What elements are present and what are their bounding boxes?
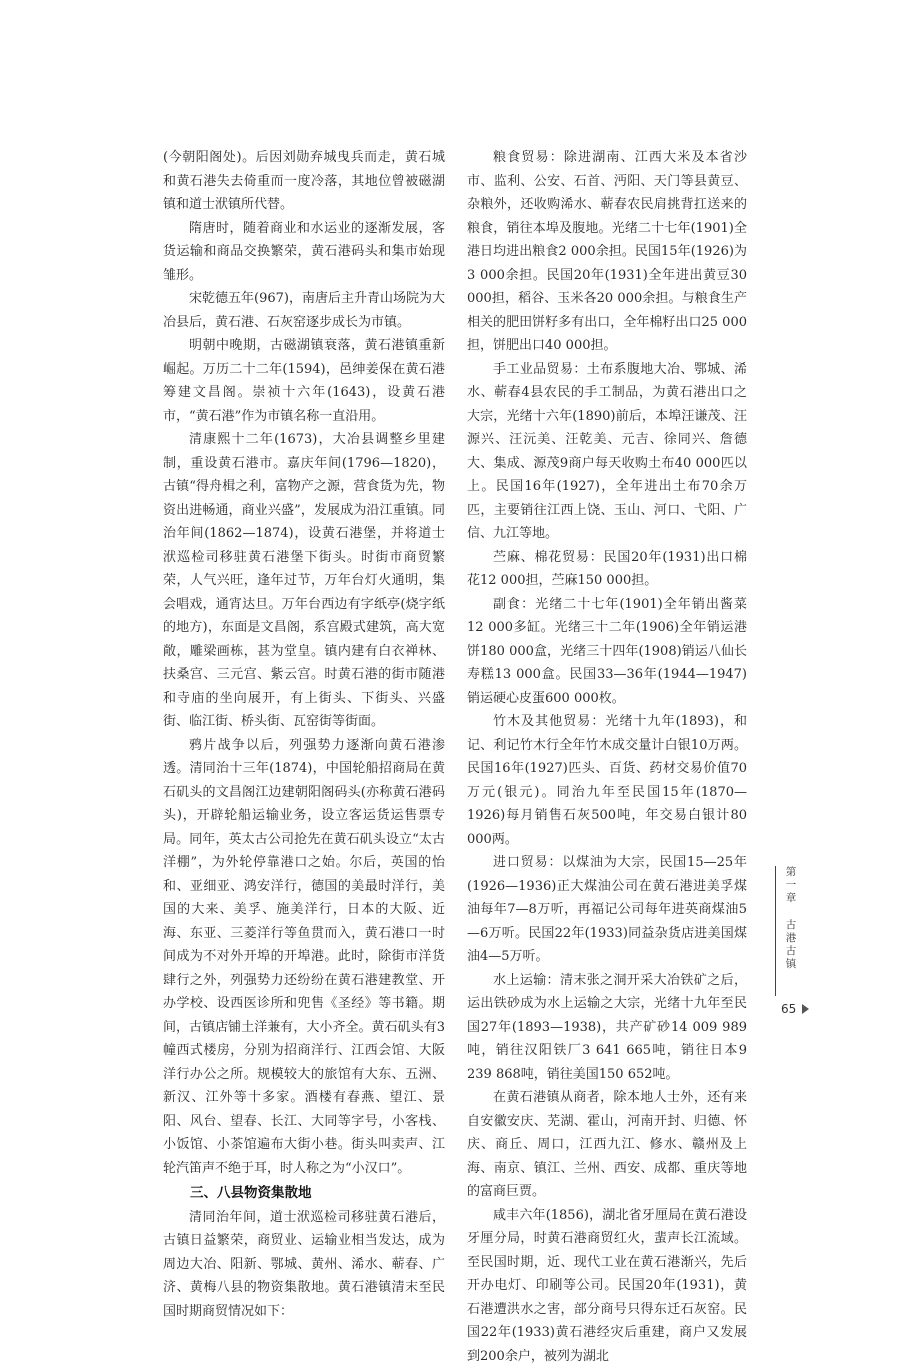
section-char: 古 bbox=[783, 919, 799, 932]
body-paragraph: 在黄石港镇从商者，除本地人士外，还有来自安徽安庆、芜湖、霍山，河南开封、归德、怀庆、商丘、周口，江西九江、修水、赣州及上海、南京、镇江、兰州、西安、成都、重庆等地的富商巨贾。 bbox=[467, 1086, 747, 1204]
section-heading: 三、八县物资集散地 bbox=[163, 1182, 445, 1206]
left-paragraphs bbox=[163, 146, 445, 1180]
body-paragraph: 明朝中晚期，古磁湖镇衰落，黄石港镇重新崛起。万历二十二年(1594)，邑绅姜保在黄石港筹建文昌阁。崇祯十六年(1643)，设黄石港市，“黄石港”作为市镇名称一直沿用。 bbox=[163, 334, 445, 428]
left-column bbox=[163, 146, 445, 1323]
body-paragraph: 粮食贸易：除进湖南、江西大米及本省沙市、监利、公安、石首、沔阳、天门等县黄豆、杂粮外，还收购浠水、蕲春农民肩挑背扛送来的粮食，销往本埠及腹地。光绪二十七年(1901)全港日均进出粮食2 000余担。民国15年(1926)为3 000余担。民国20年(1931)全年进出黄豆30 000担，稻谷、玉米各20 000余担。与粮食生产相关的肥田饼籽多有出口，全年棉籽出口25 000担，饼肥出口40 000担。 bbox=[467, 146, 747, 358]
body-paragraph: 手工业品贸易：土布系腹地大冶、鄂城、浠水、蕲春4县农民的手工制品，为黄石港出口之大宗，光绪十六年(1890)前后，本埠汪谦茂、汪源兴、汪沅美、汪乾美、元吉、徐同兴、詹德大、集成、源茂9商户每天收购土布40 000匹以上。民国16年(1927)，全年进出土布70余万匹，主要销往江西上饶、玉山、河口、弋阳、广信、九江等地。 bbox=[467, 358, 747, 546]
body-paragraph: 咸丰六年(1856)，湖北省牙厘局在黄石港设牙厘分局，时黄石港商贸红火，蜚声长江流域。至民国时期，近、现代工业在黄石港渐兴，先后开办电灯、印刷等公司。民国20年(1931)，黄石港遭洪水之害，部分商号只得东迁石灰窑。民国22年(1933)黄石港经灾后重建，商户又发展到200余户，被列为湖北 bbox=[467, 1204, 747, 1368]
body-paragraph: 水上运输：清末张之洞开采大冶铁矿之后，运出铁砂成为水上运输之大宗，光绪十九年至民国27年(1893—1938)，共产矿砂14 009 989吨，销往汉阳铁厂3 641 665吨，销往日本9 239 868吨，销往美国150 652吨。 bbox=[467, 969, 747, 1087]
body-paragraph: 隋唐时，随着商业和水运业的逐渐发展，客货运输和商品交换繁荣，黄石港码头和集市始现雏形。 bbox=[163, 217, 445, 288]
body-paragraph: 鸦片战争以后，列强势力逐渐向黄石港渗透。清同治十三年(1874)，中国轮船招商局在黄石矶头的文昌阁江边建朝阳阁码头(亦称黄石港码头)，开辟轮船运输业务，设立客运货运售票专局。同年，英太古公司抢先在黄石矶头设立“太古洋棚”，为外轮停靠港口之始。尔后，英国的怡和、亚细亚、鸿安洋行，德国的美最时洋行，美国的大来、美孚、施美洋行，日本的大阪、近海、东亚、三菱洋行等鱼贯而入，黄石港口一时间成为不对外开埠的开埠港。此时，除街市洋货肆行之外，列强势力还纷纷在黄石港建教堂、开办学校、设西医诊所和兜售《圣经》等书籍。期间，古镇店铺土洋兼有，大小齐全。黄石矶头有3幢西式楼房，分别为招商洋行、江西会馆、大阪洋行办公之所。规模较大的旅馆有大东、五洲、新汉、江外等十多家。酒楼有春燕、望江、景阳、风台、望春、长江、大同等字号，小客栈、小饭馆、小茶馆遍布大街小巷。街头叫卖声、江轮汽笛声不绝于耳，时人称之为“小汉口”。 bbox=[163, 734, 445, 1181]
section-char: 镇 bbox=[783, 958, 799, 971]
chapter-char: 一 bbox=[783, 879, 799, 892]
next-page-triangle-icon bbox=[802, 1004, 809, 1014]
page-number: 65 bbox=[781, 1002, 796, 1016]
page-number-block bbox=[781, 1002, 809, 1016]
right-paragraphs bbox=[467, 146, 747, 1368]
chapter-char: 章 bbox=[783, 892, 799, 905]
body-paragraph: 宋乾德五年(967)，南唐后主升青山场院为大冶县后，黄石港、石灰窑逐步成长为市镇。 bbox=[163, 287, 445, 334]
body-paragraph: 清同治年间，道士洑巡检司移驻黄石港后，古镇日益繁荣，商贸业、运输业相当发达，成为周边大冶、阳新、鄂城、黄州、浠水、蕲春、广济、黄梅八县的物资集散地。黄石港镇清末至民国时期商贸情况如下： bbox=[163, 1206, 445, 1324]
body-paragraph: (今朝阳阁处)。后因刘勋弃城曳兵而走，黄石城和黄石港失去倚重而一度冷落，其地位曾被磁湖镇和道士洑镇所代替。 bbox=[163, 146, 445, 217]
body-paragraph: 苎麻、棉花贸易：民国20年(1931)出口棉花12 000担，苎麻150 000担。 bbox=[467, 546, 747, 593]
left-after-heading bbox=[163, 1206, 445, 1324]
body-paragraph: 进口贸易：以煤油为大宗，民国15—25年(1926—1936)正大煤油公司在黄石港进美孚煤油每年7—8万听，再福记公司每年进英商煤油5—6万听。民国22年(1933)同益杂货店进美国煤油4—5万听。 bbox=[467, 851, 747, 969]
chapter-char: 第 bbox=[783, 866, 799, 879]
section-char: 古 bbox=[783, 945, 799, 958]
chapter-side-label bbox=[783, 866, 799, 971]
body-paragraph: 竹木及其他贸易：光绪十九年(1893)，和记、利记竹木行全年竹木成交量计白银10万两。民国16年(1927)匹头、百货、药材交易价值70万元(银元)。同治九年至民国15年(1870—1926)每月销售石灰500吨，年交易白银计80 000两。 bbox=[467, 710, 747, 851]
body-paragraph: 副食：光绪二十七年(1901)全年销出酱菜12 000多缸。光绪三十二年(1906)全年销运港饼180 000盒，光绪三十四年(1908)销运八仙长寿糕13 000盒。民国33—36年(1944—1947)销运硬心皮蛋600 000枚。 bbox=[467, 593, 747, 711]
right-column bbox=[467, 146, 747, 1368]
body-paragraph: 清康熙十二年(1673)，大冶县调整乡里建制，重设黄石港市。嘉庆年间(1796—1820)，古镇“得舟楫之利，富物产之源，营食货为先，物资出进畅通，商业兴盛”，发展成为沿江重镇。同治年间(1862—1874)，设黄石港堡，并将道士洑巡检司移驻黄石港堡下街头。时街市商贸繁荣，人气兴旺，逢年过节，万年台灯火通明，集会唱戏，通宵达旦。万年台西边有字纸亭(烧字纸的地方)，东面是文昌阁，系宫殿式建筑，高大宽敞，雕梁画栋，甚为堂皇。镇内建有白衣禅林、扶桑宫、三元宫、紫云宫。时黄石港的街市随港和寺庙的坐向展开，有上街头、下街头、兴盛街、临江街、桥头街、瓦窑街等街面。 bbox=[163, 428, 445, 734]
chapter-divider-rule bbox=[775, 866, 776, 996]
section-char: 港 bbox=[783, 932, 799, 945]
